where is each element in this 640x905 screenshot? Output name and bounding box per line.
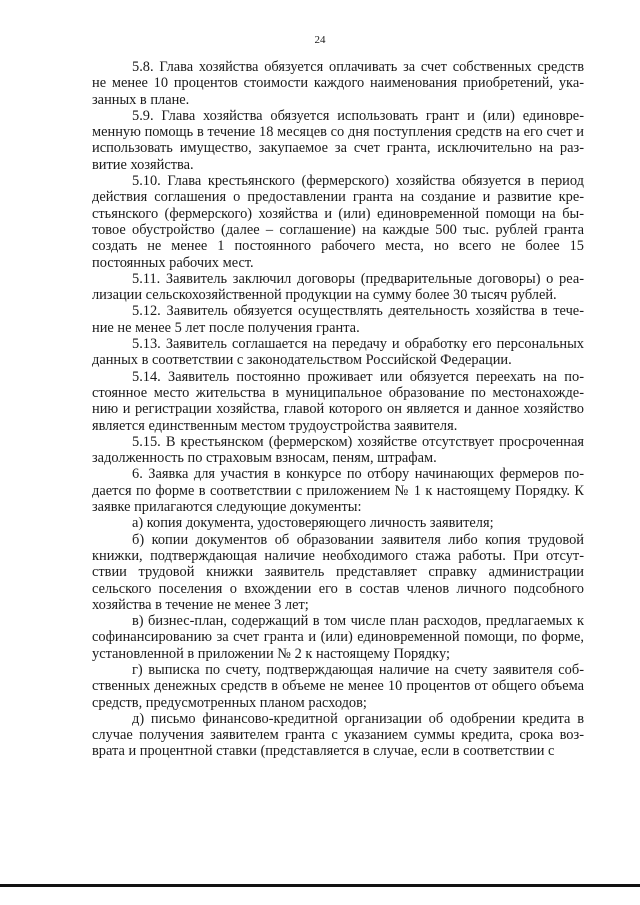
paragraph-5-12: 5.12. Заявитель обязуется осуществлять деятельность хозяйства в течение не менее 5 лет после получения гранта. [92,303,584,336]
list-item-g: г) выписка по счету, подтверждающая наличие на счету заявителя собственных денежных средств в объеме не менее 10 процентов от общего объема средств, предусмотренных планом расходов; [92,661,584,711]
paragraph-5-11: 5.11. Заявитель заключил договоры (предварительные договоры) о реализации сельскохозяйственной продукции на сумму более 30 тысяч рублей. [92,270,584,304]
page-number: 24 [314,34,326,46]
list-item-d: д) письмо финансово-кредитной организации об одобрении кредита в случае получения заявителем гранта с указанием суммы кредита, срока возврата и процентной ставки (представляется в случае, если в соответствии с [92,710,584,760]
paragraph-5-14: 5.14. Заявитель постоянно проживает или обязуется переехать на постоянное место жительства в муниципальное образование по местонахождению и регистрации хозяйства, главой которого он является и данное хозяйство является единственным местом трудоустройства заявителя. [92,368,584,434]
list-item-v: в) бизнес-план, содержащий в том числе план расходов, предлагаемых к софинансированию за счет гранта и (или) единовременной помощи, по форме, установленной в приложении № 2 к настоящему Порядку; [92,613,584,662]
bottom-scan-rule [0,884,640,887]
list-item-a: а) копия документа, удостоверяющего личность заявителя; [132,515,494,532]
list-item-b: б) копии документов об образовании заявителя либо копия трудовой книжки, подтверждающая наличие необходимого стажа работы. При отсутствии трудовой книжки заявитель представляет справку администрации сельского поселения о вхождении его в состав членов личного подсобного хозяйства в течение не менее 3 лет; [92,531,584,613]
paragraph-6: 6. Заявка для участия в конкурсе по отбору начинающих фермеров подается по форме в соответствии с приложением № 1 к настоящему Порядку. К заявке прилагаются следующие документы: [92,466,584,516]
paragraph-5-10: 5.10. Глава крестьянского (фермерского) хозяйства обязуется в период действия соглашения о предоставлении гранта на создание и развитие крестьянского (фермерского) хозяйства и (или) единовременной помощи на бытовое обустройство (далее – соглашение) на каждые 500 тыс. рублей гранта создать не менее 1 постоянного рабочего места, но всего не более 15 постоянных рабочих мест. [92,173,584,271]
paragraph-5-9: 5.9. Глава хозяйства обязуется использовать грант и (или) единовременную помощь в течение 18 месяцев со дня поступления средств на его счет и использовать имущество, закупаемое за счет гранта, исключительно на развитие хозяйства. [92,107,584,173]
paragraph-5-8: 5.8. Глава хозяйства обязуется оплачивать за счет собственных средств не менее 10 процентов стоимости каждого наименования приобретений, указанных в плане. [92,59,584,108]
paragraph-5-15: 5.15. В крестьянском (фермерском) хозяйстве отсутствует просроченная задолженность по страховым взносам, пеням, штрафам. [92,433,584,467]
document-body [92,59,584,760]
paragraph-5-13: 5.13. Заявитель соглашается на передачу и обработку его персональных данных в соответствии с законодательством Российской Федерации. [92,336,584,369]
